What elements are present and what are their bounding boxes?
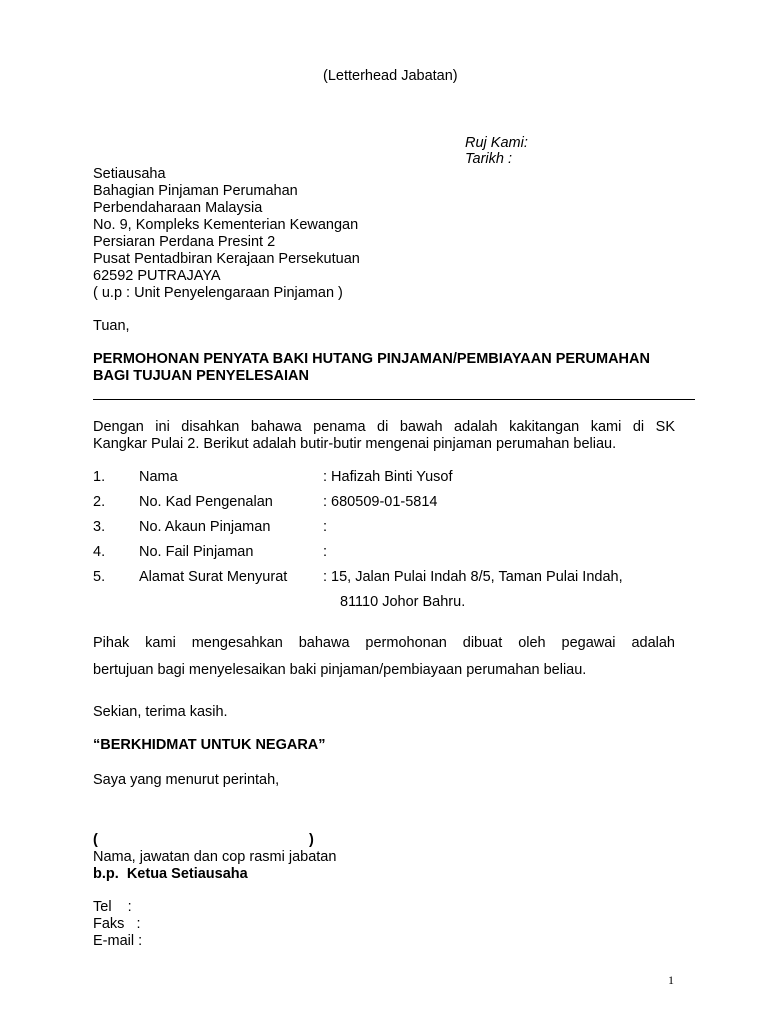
signature-caption: Nama, jawatan dan cop rasmi jabatan	[93, 849, 337, 865]
on-behalf-line: b.p. Ketua Setiausaha	[93, 866, 248, 882]
address-line: Bahagian Pinjaman Perumahan	[93, 183, 298, 199]
item-value: : Hafizah Binti Yusof	[323, 469, 453, 485]
signature-close-bracket: )	[309, 832, 314, 848]
signature-open-bracket: (	[93, 832, 98, 848]
item-label: No. Akaun Pinjaman	[139, 519, 271, 535]
confirmation-line: bertujuan bagi menyelesaikan baki pinjaman/pembiayaan perumahan beliau.	[93, 662, 587, 678]
subject-underline	[93, 399, 695, 400]
salutation: Tuan,	[93, 318, 130, 334]
intro-line: Kangkar Pulai 2. Berikut adalah butir-butir mengenai pinjaman perumahan beliau.	[93, 436, 617, 452]
item-value: :	[323, 544, 328, 560]
page-number: 1	[668, 973, 674, 987]
item-number: 3.	[93, 519, 106, 535]
address-line: ( u.p : Unit Penyelengaraan Pinjaman )	[93, 285, 343, 301]
signoff: Saya yang menurut perintah,	[93, 772, 280, 788]
item-value: : 15, Jalan Pulai Indah 8/5, Taman Pulai Indah,	[323, 569, 623, 585]
item-number: 4.	[93, 544, 106, 560]
reference-tarikh: Tarikh :	[465, 151, 513, 167]
address-line: Perbendaharaan Malaysia	[93, 200, 263, 216]
item-value: : 680509-01-5814	[323, 494, 438, 510]
subject-line: PERMOHONAN PENYATA BAKI HUTANG PINJAMAN/PEMBIAYAAN PERUMAHAN	[93, 351, 650, 367]
address-line: Persiaran Perdana Presint 2	[93, 234, 276, 250]
contact-faks: Faks :	[93, 916, 141, 932]
item-label: No. Kad Pengenalan	[139, 494, 273, 510]
item-label: Nama	[139, 469, 178, 485]
letterhead: (Letterhead Jabatan)	[323, 68, 458, 84]
motto: “BERKHIDMAT UNTUK NEGARA”	[93, 737, 326, 753]
reference-ruj: Ruj Kami:	[465, 135, 528, 151]
item-label: Alamat Surat Menyurat	[139, 569, 288, 585]
item-number: 2.	[93, 494, 106, 510]
contact-email: E-mail :	[93, 933, 143, 949]
address-continuation: 81110 Johor Bahru.	[340, 594, 466, 610]
closing: Sekian, terima kasih.	[93, 704, 228, 720]
contact-tel: Tel :	[93, 899, 132, 915]
subject-line: BAGI TUJUAN PENYELESAIAN	[93, 368, 309, 384]
item-value: :	[323, 519, 328, 535]
address-line: 62592 PUTRAJAYA	[93, 268, 221, 284]
item-number: 5.	[93, 569, 106, 585]
item-label: No. Fail Pinjaman	[139, 544, 254, 560]
address-line: No. 9, Kompleks Kementerian Kewangan	[93, 217, 359, 233]
item-number: 1.	[93, 469, 106, 485]
address-line: Setiausaha	[93, 166, 166, 182]
address-line: Pusat Pentadbiran Kerajaan Persekutuan	[93, 251, 360, 267]
intro-line: Dengan ini disahkan bahawa penama di bawah adalah kakitangan kami di SK	[93, 419, 675, 435]
confirmation-line: Pihak kami mengesahkan bahawa permohonan dibuat oleh pegawai adalah	[93, 635, 675, 651]
